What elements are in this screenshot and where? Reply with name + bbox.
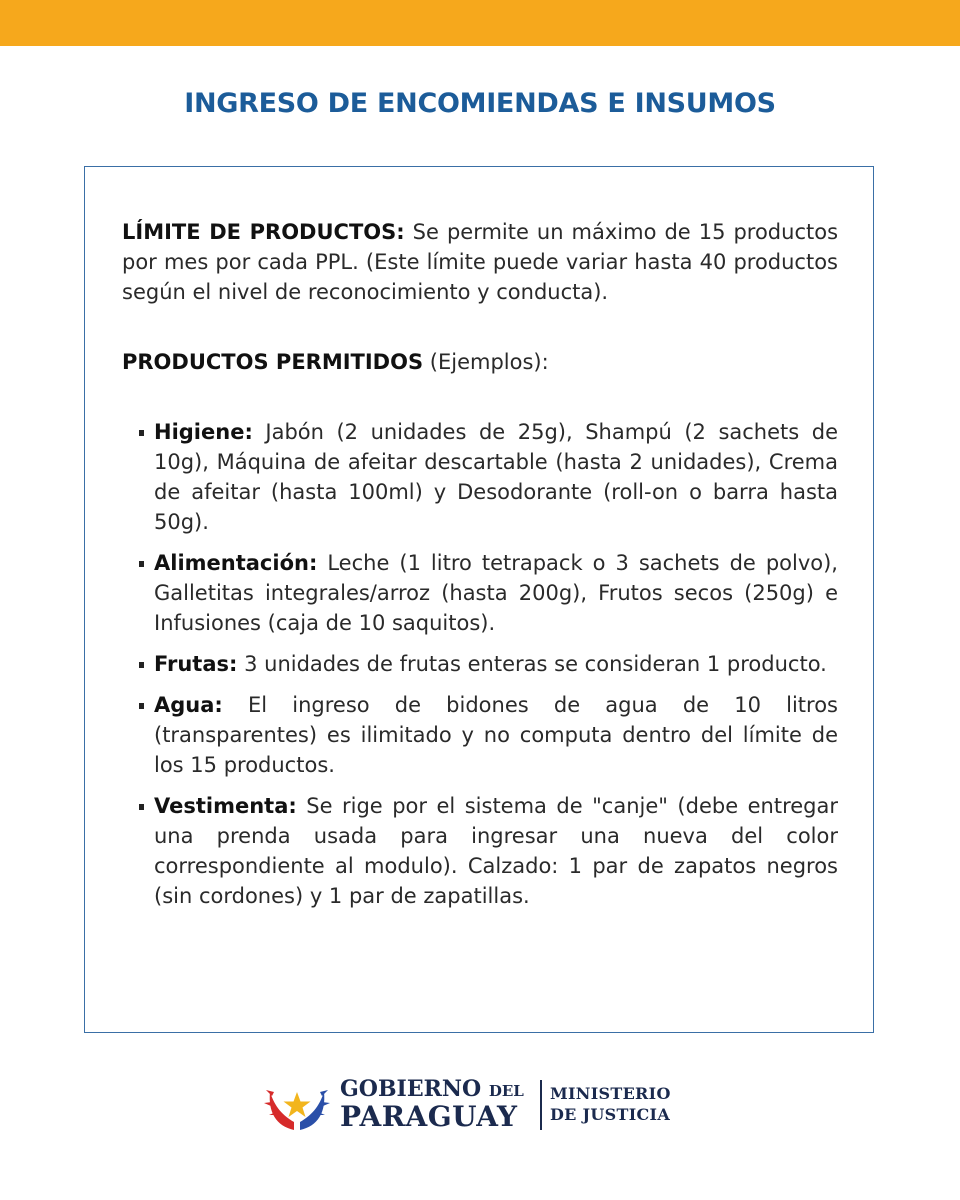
allowed-heading [122,347,838,377]
list-item-alimentacion [122,548,838,638]
list-item-higiene [122,417,838,537]
logo-divider [540,1080,542,1130]
top-accent-bar [0,0,960,46]
ministry-name-line2: DE JUSTICIA [550,1105,671,1124]
content-inner [122,217,838,922]
allowed-suffix: (Ejemplos): [423,350,549,374]
list-item-agua [122,690,838,780]
item-label: Frutas: [154,652,238,676]
bullet-icon [139,561,144,567]
item-text: Jabón (2 unidades de 25g), Shampú (2 sachets de 10g), Máquina de afeitar descartable (hasta 2 unidades), Crema de afeitar (hasta 100ml) y Desodorante (roll-on o barra hasta 50g). [154,420,838,534]
item-text: 3 unidades de frutas enteras se consideran 1 producto. [237,652,827,676]
product-list [122,417,838,911]
item-text: Leche (1 litro tetrapack o 3 sachets de polvo), Galletitas integrales/arroz (hasta 200g), Frutos secos (250g) e Infusiones (caja de 10 saquitos). [154,551,838,635]
government-del: DEL [488,1082,524,1100]
content-box [84,166,874,1033]
footer-logo [264,1074,684,1136]
ministry-name-line1: MINISTERIO [550,1084,671,1103]
item-label: Higiene: [154,420,253,444]
bullet-icon [139,703,144,709]
allowed-label: PRODUCTOS PERMITIDOS [122,350,424,374]
government-name-line2: PARAGUAY [340,1100,518,1133]
limit-text: Se permite un máximo de 15 productos por mes por cada PPL. (Este límite puede variar hasta 40 productos según el nivel de reconocimiento y conducta). [122,220,839,304]
limit-paragraph [122,217,838,307]
bullet-icon [139,430,144,436]
item-text: El ingreso de bidones de agua de 10 litros (transparentes) es ilimitado y no computa dentro del límite de los 15 productos. [154,693,838,777]
item-label: Agua: [154,693,223,717]
bullet-icon [139,662,144,668]
item-label: Alimentación: [154,551,318,575]
limit-label: LÍMITE DE PRODUCTOS: [122,220,405,244]
bullet-icon [139,804,144,810]
page-title: INGRESO DE ENCOMIENDAS E INSUMOS [184,88,776,119]
item-label: Vestimenta: [154,794,297,818]
list-item-vestimenta [122,791,838,911]
list-item-frutas [122,649,838,679]
government-name-line1: GOBIERNO DEL [340,1076,524,1102]
item-text: Se rige por el sistema de "canje" (debe entregar una prenda usada para ingresar una nueva del color correspondiente al modulo). Calzado: 1 par de zapatos negros (sin cordones) y 1 par de zapatillas. [154,794,838,908]
paraguay-coat-of-arms-icon [264,1074,330,1136]
